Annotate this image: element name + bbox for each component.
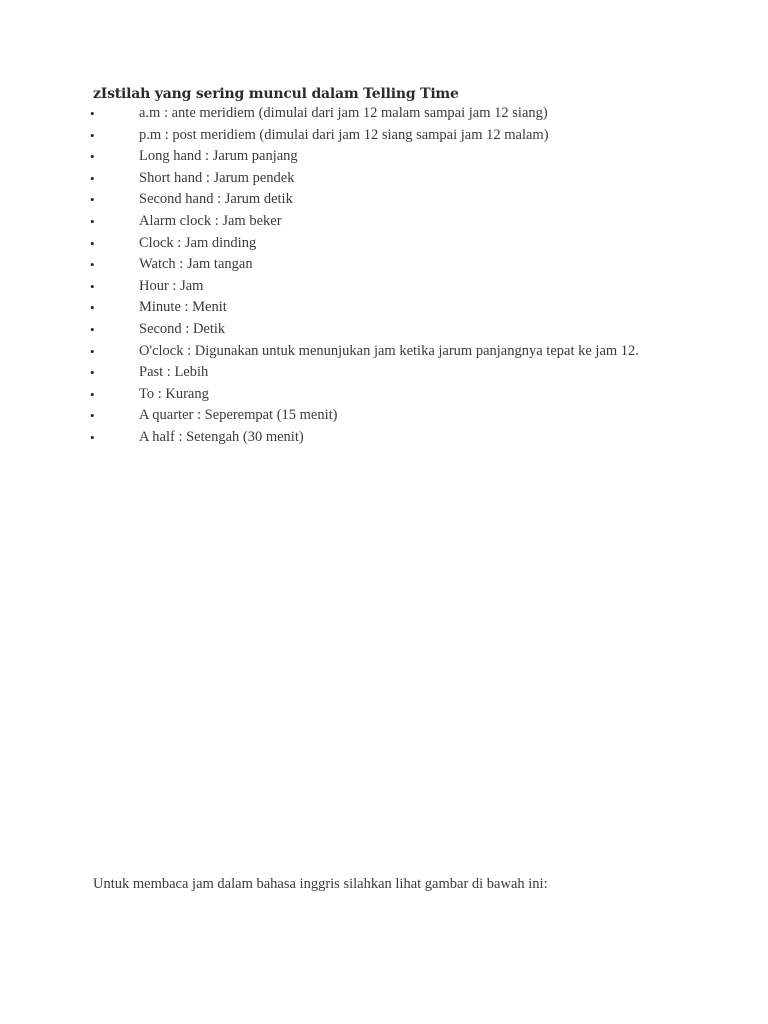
bullet-icon: • xyxy=(90,365,95,381)
list-item-text: A quarter : Seperempat (15 menit) xyxy=(139,407,338,424)
bullet-icon: • xyxy=(90,343,95,359)
list-item xyxy=(0,189,768,211)
bullet-icon: • xyxy=(90,257,95,273)
list-item xyxy=(0,427,768,449)
list-item-text: Hour : Jam xyxy=(139,277,204,294)
instruction-text: Untuk membaca jam dalam bahasa inggris silahkan lihat gambar di bawah ini: xyxy=(93,876,548,892)
list-item xyxy=(0,384,768,406)
list-item xyxy=(0,362,768,384)
list-item-text: Second hand : Jarum detik xyxy=(139,191,293,208)
list-item xyxy=(0,168,768,190)
bullet-icon: • xyxy=(90,321,95,337)
list-item xyxy=(0,103,768,125)
list-item-text: Second : Detik xyxy=(139,320,226,337)
list-item-text: Short hand : Jarum pendek xyxy=(139,169,295,186)
list-item xyxy=(0,405,768,427)
bullet-icon: • xyxy=(90,386,95,402)
bullet-icon: • xyxy=(90,170,95,186)
list-item xyxy=(0,233,768,255)
section-heading: zIstilah yang sering muncul dalam Telling Time xyxy=(93,86,459,102)
list-item-text: Alarm clock : Jam beker xyxy=(139,212,282,229)
bullet-icon: • xyxy=(90,278,95,294)
list-item-text: Past : Lebih xyxy=(139,364,209,381)
bullet-icon: • xyxy=(90,429,95,445)
list-item xyxy=(0,297,768,319)
list-item-text: A half : Setengah (30 menit) xyxy=(139,428,304,445)
list-item xyxy=(0,341,768,363)
list-item xyxy=(0,125,768,147)
list-item-text: a.m : ante meridiem (dimulai dari jam 12 malam sampai jam 12 siang) xyxy=(139,105,548,121)
bullet-icon: • xyxy=(90,192,95,208)
list-item-text: O'clock : Digunakan untuk menunjukan jam ketika jarum panjangnya tepat ke jam 12. xyxy=(139,342,639,359)
list-item xyxy=(0,276,768,298)
list-item-text: Watch : Jam tangan xyxy=(139,256,253,273)
bullet-icon: • xyxy=(90,127,95,143)
list-item xyxy=(0,319,768,341)
list-item-text: Clock : Jam dinding xyxy=(139,234,257,251)
bullet-icon: • xyxy=(90,106,95,121)
bullet-icon: • xyxy=(90,408,95,424)
bullet-icon: • xyxy=(90,300,95,316)
terms-list xyxy=(0,103,768,449)
list-item-text: p.m : post meridiem (dimulai dari jam 12 siang sampai jam 12 malam) xyxy=(139,126,549,143)
list-item-text: Long hand : Jarum panjang xyxy=(139,148,298,165)
list-item-text: Minute : Menit xyxy=(139,299,227,316)
list-item-text: To : Kurang xyxy=(139,385,209,402)
bullet-icon: • xyxy=(90,235,95,251)
bullet-icon: • xyxy=(90,149,95,165)
list-item xyxy=(0,146,768,168)
list-item xyxy=(0,254,768,276)
bullet-icon: • xyxy=(90,213,95,229)
list-item xyxy=(0,211,768,233)
